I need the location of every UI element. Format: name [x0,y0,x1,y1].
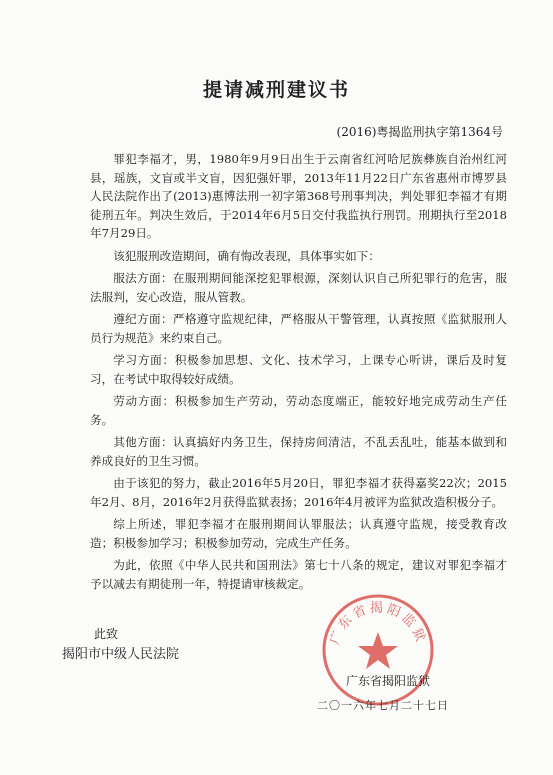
paragraph: 为此，依照《中华人民共和国刑法》第七十八条的规定，建议对罪犯李福才予以减去有期徒刑一年，特提请审核裁定。 [90,558,507,591]
paragraph: 劳动方面：积极参加生产劳动，劳动态度端正，能较好地完成劳动生产任务。 [90,394,507,427]
official-seal-icon [318,590,438,710]
addressee: 揭阳市中级人民法院 [62,647,180,662]
document-title: 提请减刑建议书 [202,79,350,101]
document-number: (2016)粤揭监刑执字第1364号 [336,125,503,139]
closing-salutation: 此致 [94,627,119,641]
document-date: 二〇一六年七月二十七日 [317,699,449,712]
paragraph: 综上所述，罪犯李福才在服刑期间认罪服法；认真遵守监规，接受教育改造；积极参加学习；积极参加劳动，完成生产任务。 [90,517,507,550]
paragraph: 学习方面：积极参加思想、文化、技术学习，上课专心听讲，课后及时复习，在考试中取得较好成绩。 [90,353,507,386]
paragraph: 罪犯李福才，男，1980年9月9日出生于云南省红河哈尼族彝族自治州红河县，瑶族，文盲或半文盲，因犯强奸罪，2013年11月22日广东省惠州市博罗县人民法院作出了(2013)惠博法刑一初字第368号刑事判决，判处罪犯李福才有期徒刑五年。判决生效后，于2014年6月5日交付我监执行刑罚。刑期执行至2018年7月29日。 [90,152,507,240]
svg-text:广东省揭阳监狱: 广东省揭阳监狱 [327,601,429,647]
document-body [90,150,507,597]
signer: 广东省揭阳监狱 [346,674,431,688]
paragraph: 由于该犯的努力，截止2016年5月20日，罪犯李福才获得嘉奖22次；2015年2月、8月，2016年2月获得监狱表扬；2016年4月被评为监狱改造积极分子。 [90,476,507,509]
paragraph: 其他方面：认真搞好内务卫生，保持房间清洁，不乱丢乱吐，能基本做到和养成良好的卫生习惯。 [90,435,507,468]
paragraph: 服法方面：在服刑期间能深挖犯罪根源，深刻认识自己所犯罪行的危害，服法服判，安心改造，服从管教。 [90,271,507,304]
paragraph: 遵纪方面：严格遵守监规纪律，严格服从干警管理，认真按照《监狱服刑人员行为规范》来约束自己。 [90,312,507,345]
paragraph: 该犯服刑改造期间，确有悔改表现，具体事实如下： [113,248,380,263]
